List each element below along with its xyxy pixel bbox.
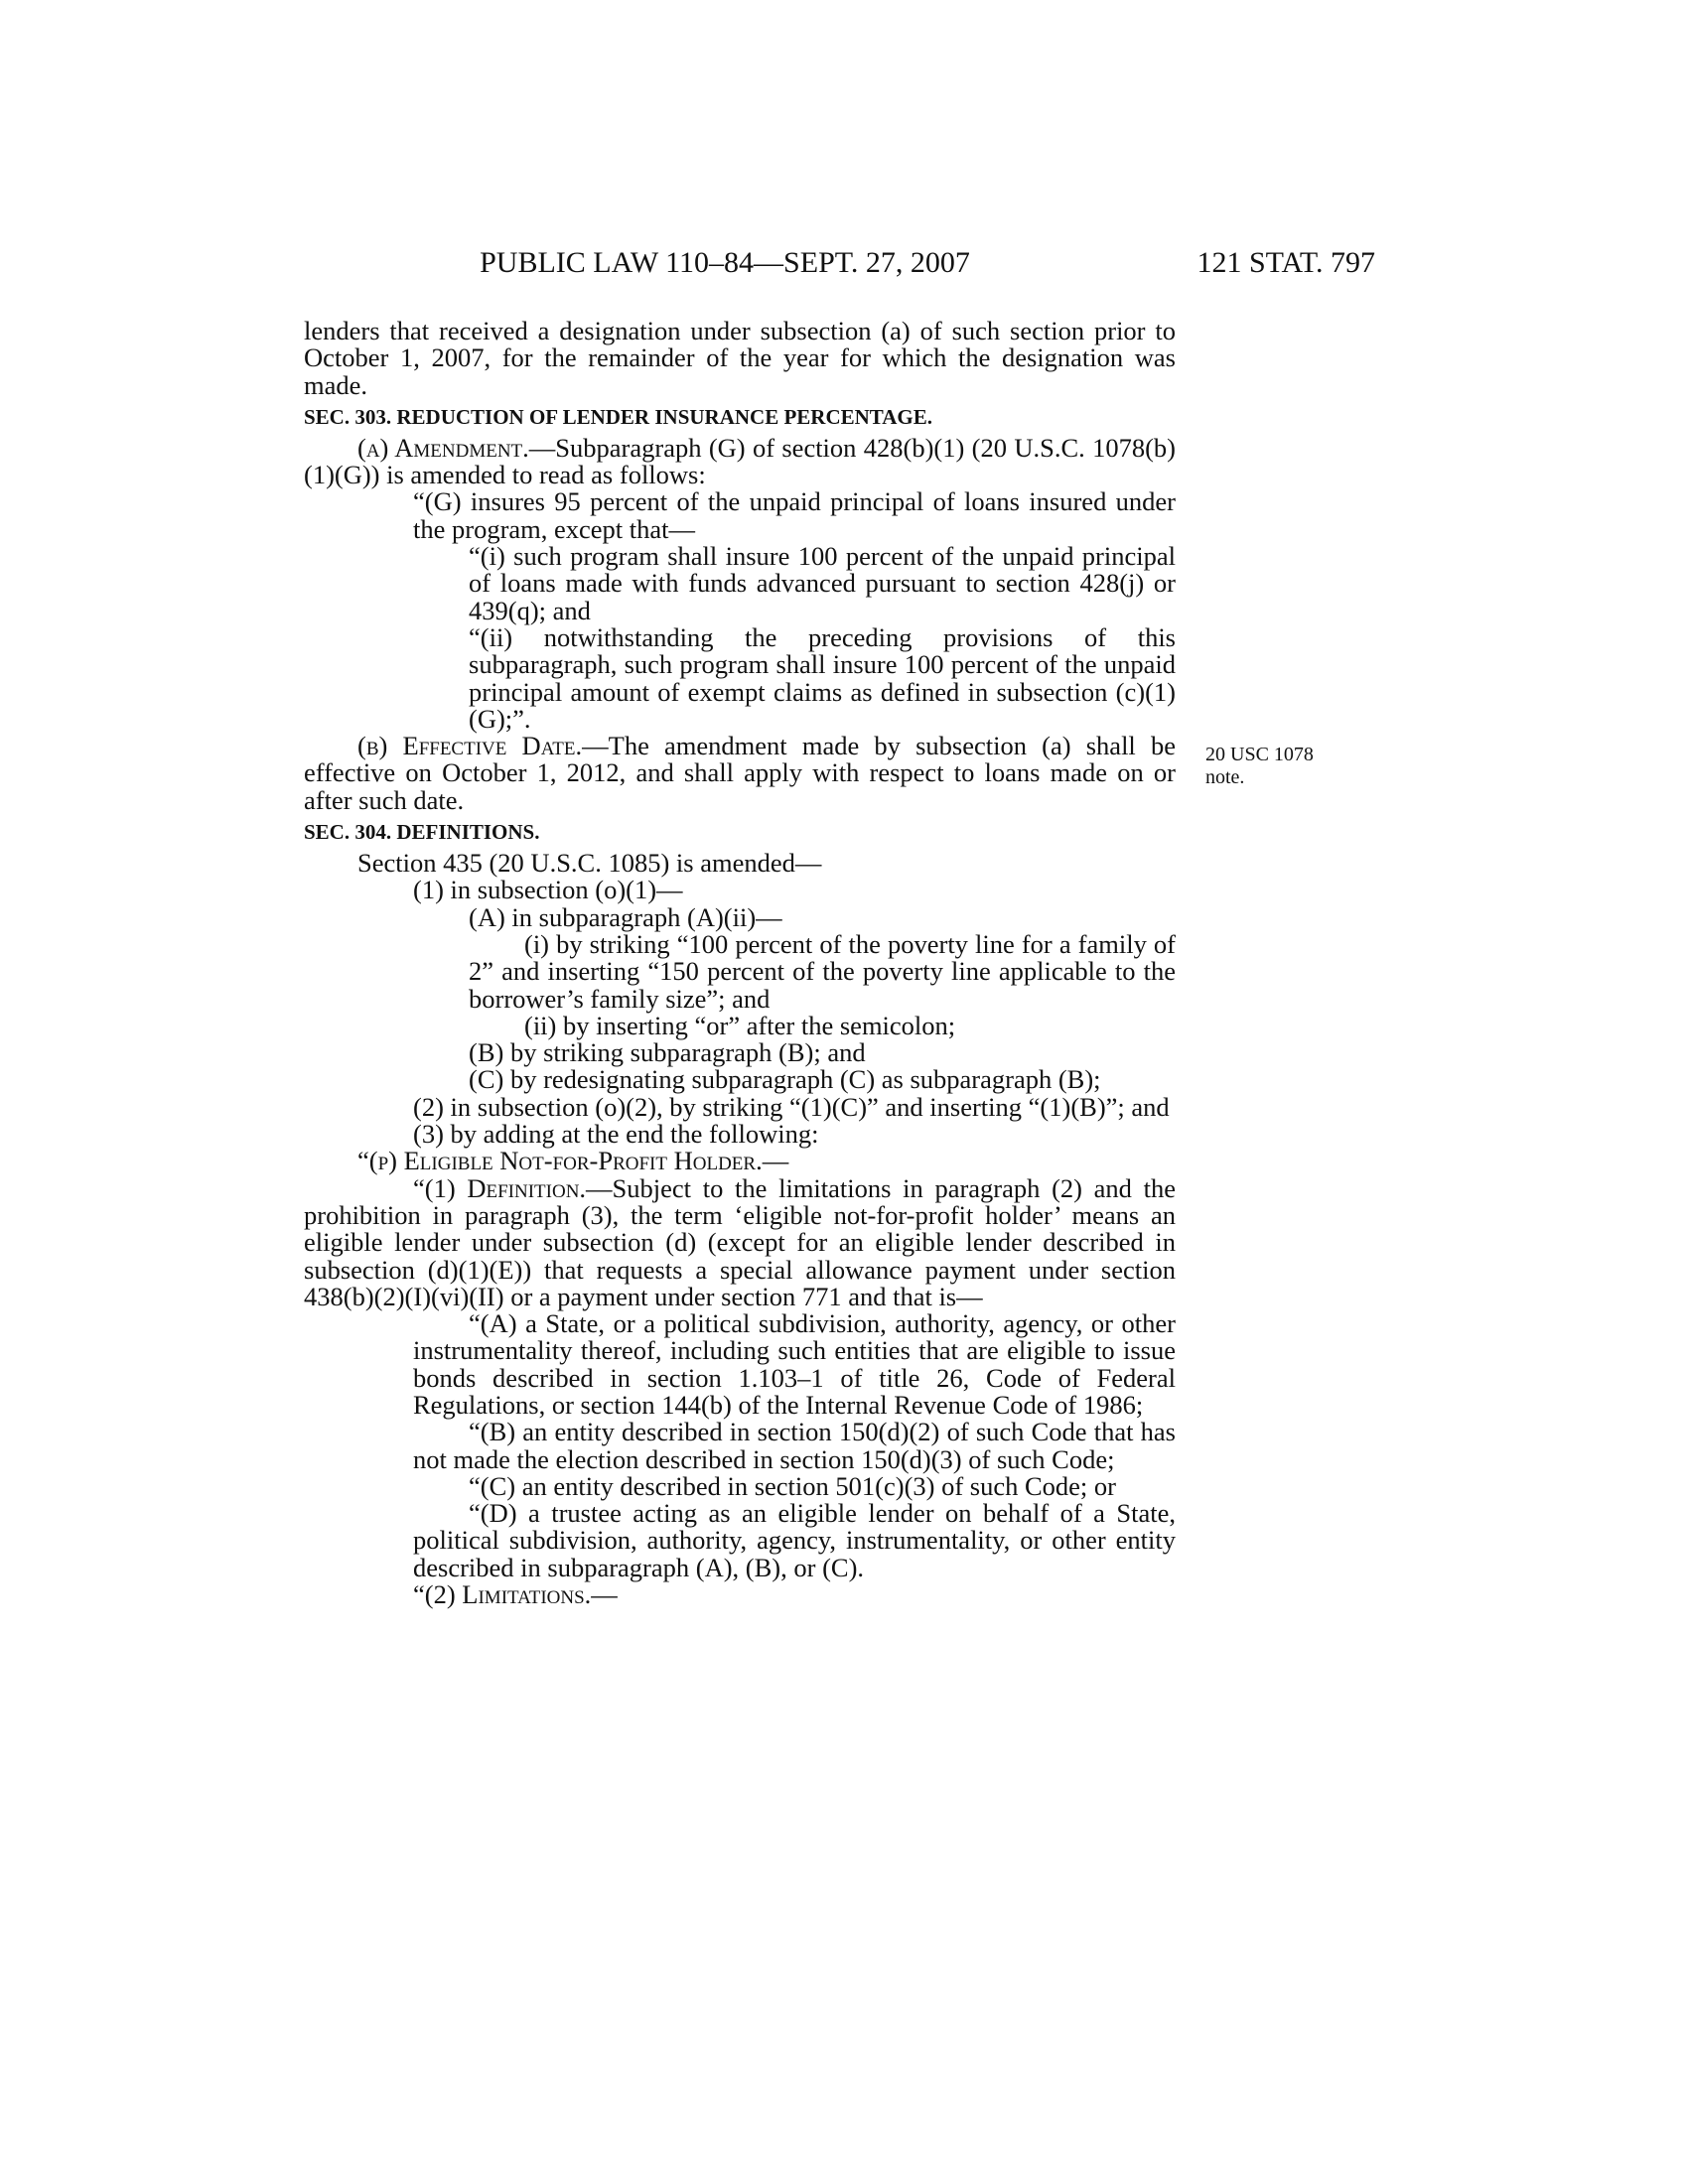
paragraph	[304, 1581, 1176, 1608]
subsection-heading: (b) Effective Date.	[357, 731, 583, 761]
margin-citation-line: note.	[1205, 766, 1245, 788]
paragraph	[304, 621, 1176, 734]
paragraph: (i) by striking “100 percent of the poverty line for a family of 2” and inserting “150 percent of the poverty line applicable to the borrower’s family size”; and	[469, 928, 1176, 1014]
paragraph: (B) by striking subparagraph (B); and	[469, 1037, 866, 1068]
paragraph: (3) by adding at the end the following:	[413, 1119, 819, 1150]
paragraph: (A) in subparagraph (A)(ii)—	[469, 901, 782, 932]
paragraph	[304, 1172, 1176, 1311]
paragraph	[304, 488, 1176, 543]
section-heading: SEC. 304. DEFINITIONS.	[304, 820, 540, 845]
subsection-heading: “(1) Definition.	[413, 1172, 587, 1203]
paragraph: “(B) an entity described in section 150(d)(2) of such Code that has not made the election described in section 150(d)(3) of such Code;	[413, 1417, 1176, 1474]
paragraph-text: —Subject to the limitations in paragraph (2) and the prohibition in paragraph (3), the term ‘eligible not-for-profit holder’ means an eligible lender under subsection (d) (except for an eligible lender described in subsection (d)(1)(E)) that requests a special allowance payment under section 438(b)(2)(I)(vi)(II) or a payment under section 771 and that is—	[304, 1172, 1176, 1311]
subsection-heading: (a) Amendment.	[357, 432, 529, 463]
paragraph-text: —Subparagraph (G) of section 428(b)(1) (20 U.S.C. 1078(b)(1)(G)) is amended to read as follows:	[304, 432, 1176, 490]
paragraph-text: —The amendment made by subsection (a) shall be effective on October 1, 2012, and shall apply with respect to loans made on or after such date.	[304, 731, 1176, 815]
subsection-heading: “(p) Eligible Not-for-Profit Holder.—	[357, 1146, 789, 1176]
running-header: PUBLIC LAW 110–84—SEPT. 27, 2007	[480, 246, 970, 279]
paragraph-text: “(G) insures 95 percent of the unpaid principal of loans insured under the program, except that—	[413, 486, 1176, 544]
paragraph	[304, 543, 1176, 624]
paragraph-text: “(ii) notwithstanding the preceding provisions of this subparagraph, such program shall insure 100 percent of the unpaid principal amount of exempt claims as defined in subsection (c)(1)(G);”.	[469, 621, 1176, 734]
paragraph: “(C) an entity described in section 501(c)(3) of such Code; or	[469, 1470, 1116, 1501]
margin-citation-line: 20 USC 1078	[1205, 744, 1314, 765]
paragraph: (ii) by inserting “or” after the semicolon;	[524, 1010, 956, 1040]
page-number: 121 STAT. 797	[1196, 246, 1375, 279]
paragraph: “(D) a trustee acting as an eligible lender on behalf of a State, political subdivision, authority, agency, instrumentality, or other entity described in subparagraph (A), (B), or (C).	[413, 1498, 1176, 1582]
document-body	[304, 318, 1176, 1608]
paragraph-text: “(i) such program shall insure 100 percent of the unpaid principal of loans made with funds advanced pursuant to section 428(j) or 439(q); and	[469, 541, 1176, 625]
paragraph	[304, 432, 1176, 490]
subsection-heading: “(2) Limitations.—	[413, 1579, 618, 1610]
paragraph: Section 435 (20 U.S.C. 1085) is amended—	[357, 848, 822, 879]
paragraph: (1) in subsection (o)(1)—	[413, 875, 683, 905]
paragraph	[304, 733, 1176, 814]
paragraph: lenders that received a designation under subsection (a) of such section prior to October 1, 2007, for the remainder of the year for which the designation was made.	[304, 316, 1176, 400]
margin-citation	[1205, 744, 1335, 789]
paragraph: (C) by redesignating subparagraph (C) as subparagraph (B);	[469, 1064, 1101, 1095]
paragraph: (2) in subsection (o)(2), by striking “(1)(C)” and inserting “(1)(B)”; and	[413, 1091, 1170, 1122]
paragraph: “(A) a State, or a political subdivision, authority, agency, or other instrumentality thereof, including such entities that are eligible to issue bonds described in section 1.103–1 of title 26, Code of Federal Regulations, or section 144(b) of the Internal Revenue Code of 1986;	[413, 1308, 1176, 1420]
section-heading: SEC. 303. REDUCTION OF LENDER INSURANCE PERCENTAGE.	[304, 404, 932, 429]
paragraph	[304, 1148, 1176, 1174]
